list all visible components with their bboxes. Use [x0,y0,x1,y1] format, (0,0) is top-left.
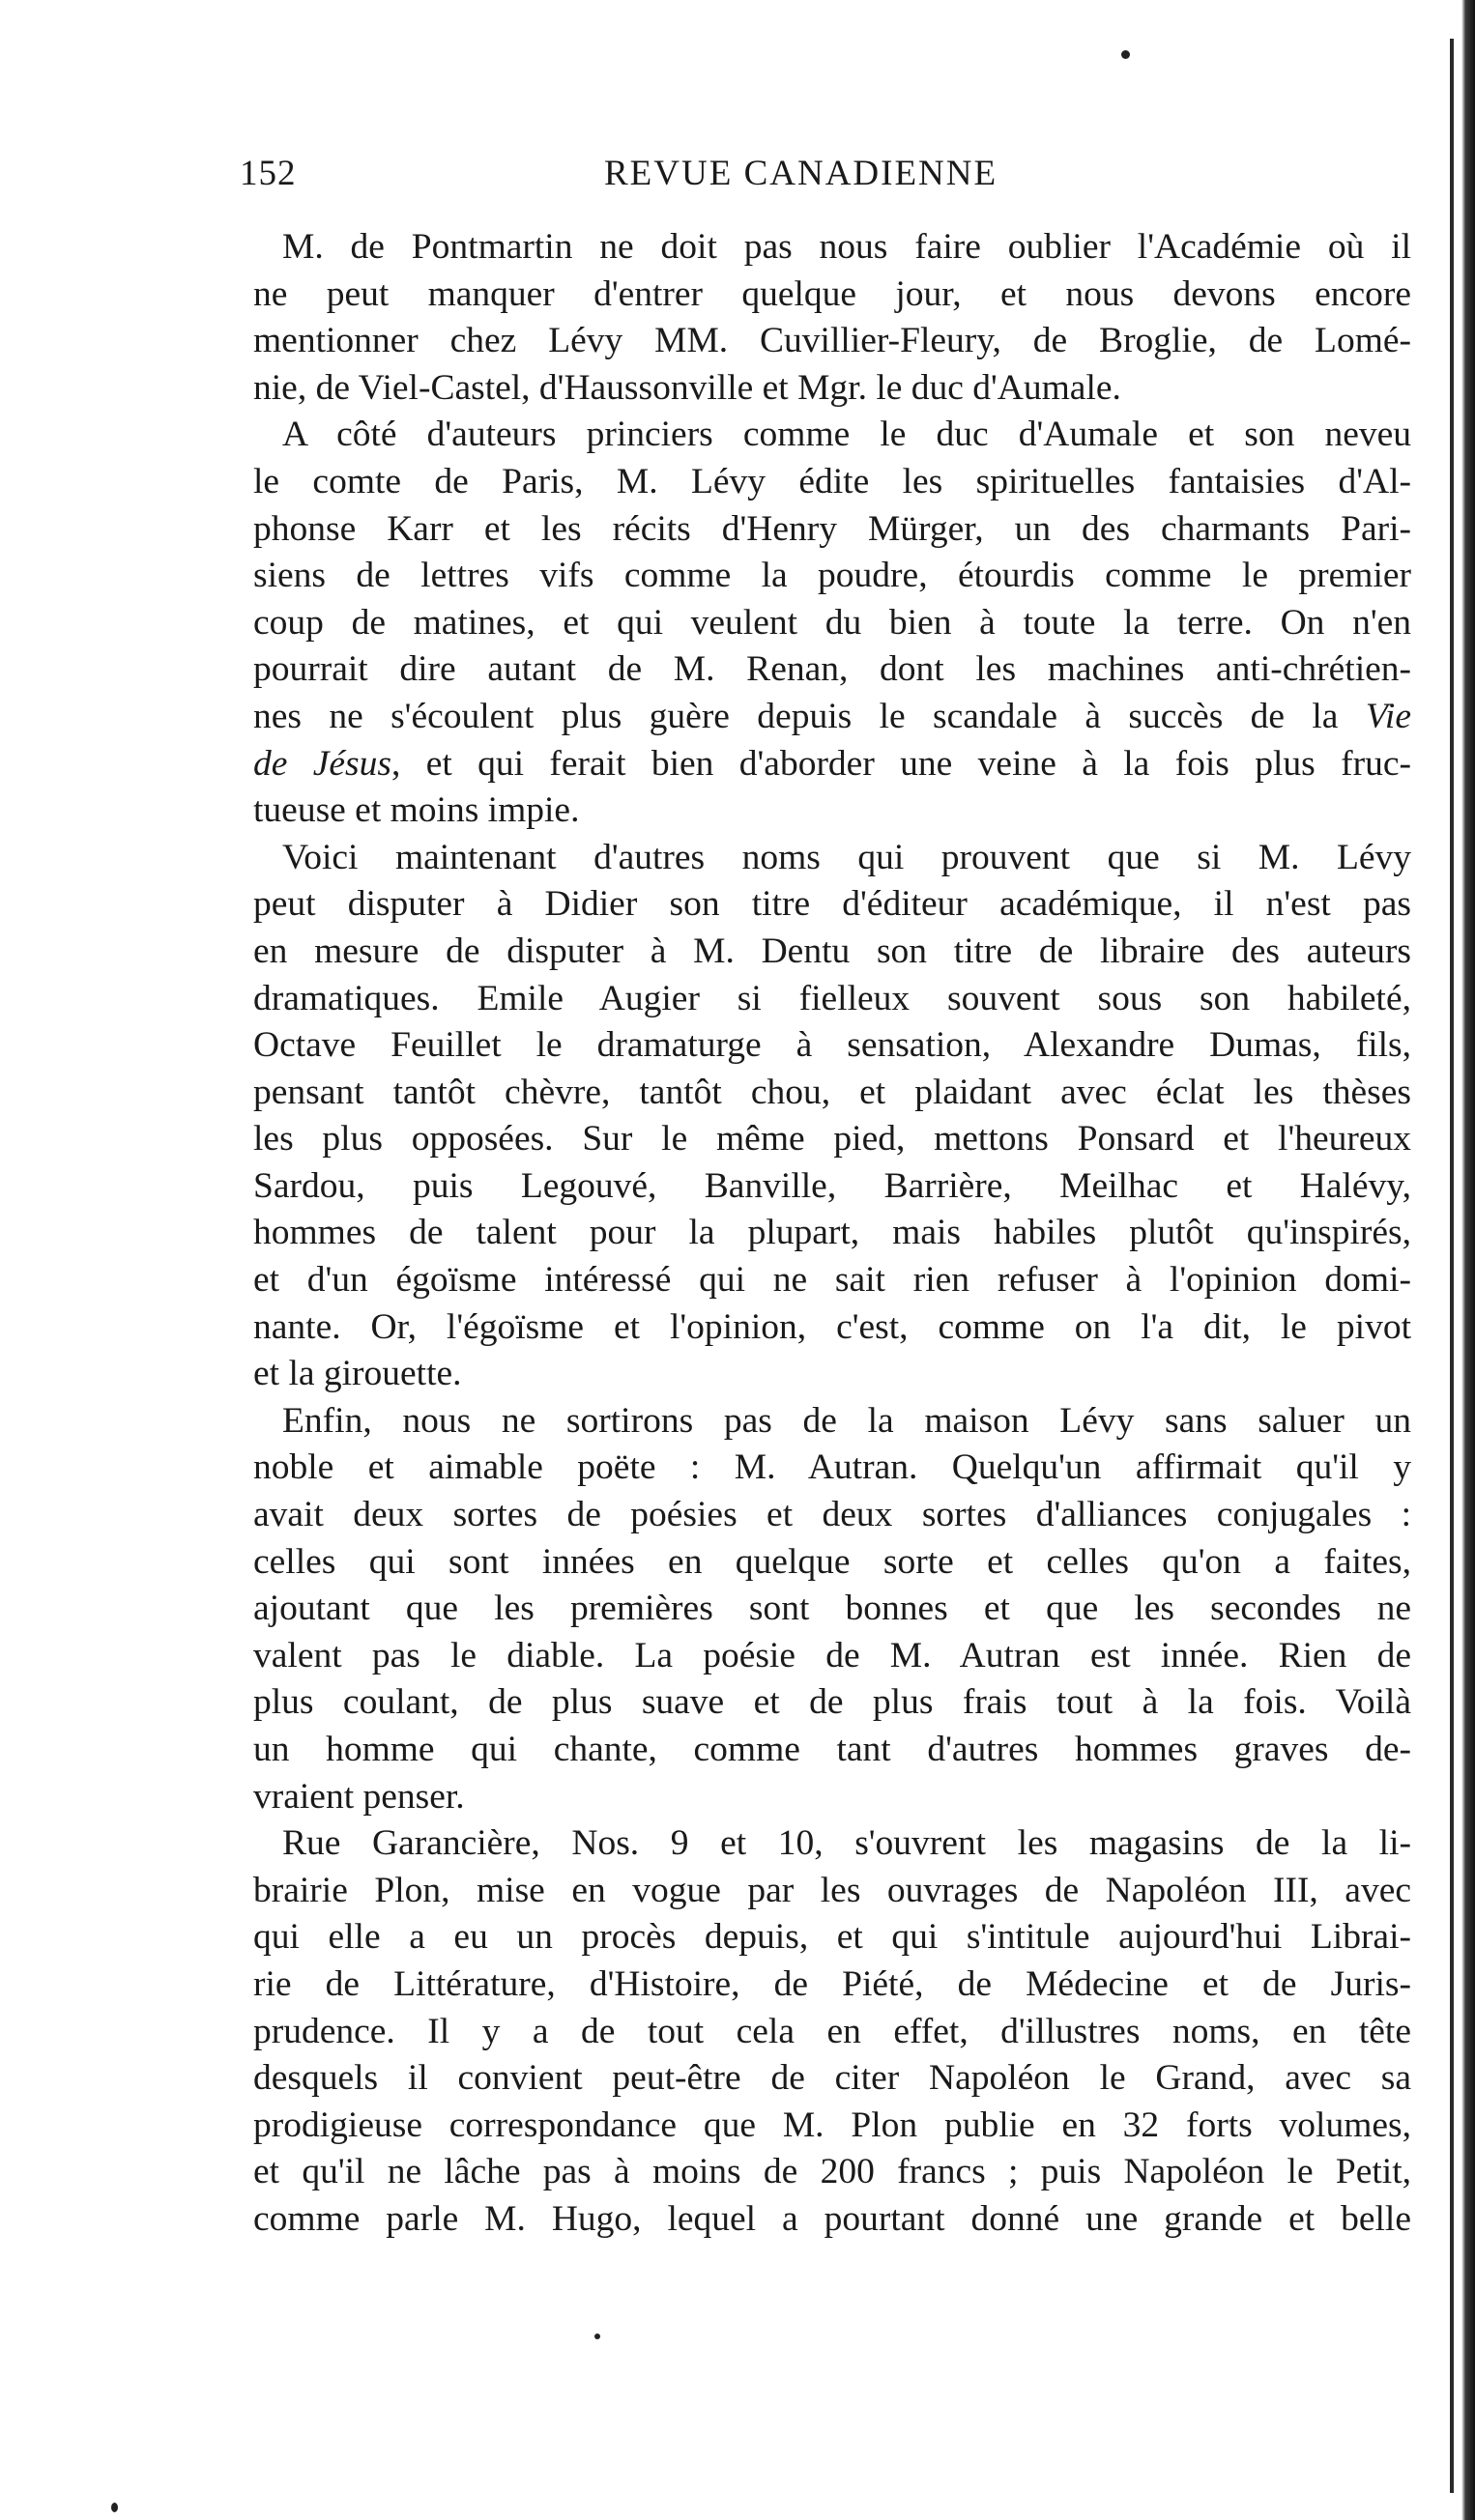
italic-title: Vie [1365,696,1411,736]
text-line: tueuse et moins impie. [253,790,580,831]
text-line: celles qui sont innées en quelque sorte et celles qu'on a faites, [253,1541,1411,1582]
text-line: phonse Karr et les récits d'Henry Mürger, un des charmants Pari- [253,508,1411,549]
text-line: peut disputer à Didier son titre d'éditeur académique, il n'est pas [253,884,1411,925]
text-line: vraient penser. [253,1776,465,1817]
text-line: avait deux sortes de poésies et deux sortes d'alliances conjugales : [253,1495,1411,1535]
text-run: , et qui ferait bien d'aborder une veine à la fois plus fruc- [390,743,1411,784]
text-line [253,741,1411,788]
text-line: prudence. Il y a de tout cela en effet, d'illustres noms, en tête [253,2011,1411,2051]
text-line: Rue Garancière, Nos. 9 et 10, s'ouvrent les magasins de la li- [282,1823,1411,1864]
text-line: et la girouette. [253,1354,462,1394]
scan-speck [1121,50,1130,59]
text-run: nes ne s'écoulent plus guère depuis le scandale à succès de la [253,696,1366,736]
scan-edge-line [1450,39,1454,2493]
body-text [253,224,1411,2244]
text-line: Enfin, nous ne sortirons pas de la maison Lévy sans saluer un [282,1400,1411,1441]
text-line: M. de Pontmartin ne doit pas nous faire oublier l'Académie où il [282,227,1411,267]
text-line: pourrait dire autant de M. Renan, dont les machines anti-chrétien- [253,649,1411,690]
text-line: les plus opposées. Sur le même pied, mettons Ponsard et l'heureux [253,1119,1411,1160]
text-line: un homme qui chante, comme tant d'autres hommes graves de- [253,1730,1411,1769]
text-line: en mesure de disputer à M. Dentu son titre de libraire des auteurs [253,931,1411,971]
text-line: noble et aimable poëte : M. Autran. Quelqu'un affirmait qu'il y [253,1447,1411,1488]
running-head: REVUE CANADIENNE [604,154,998,193]
text-line: et d'un égoïsme intéressé qui ne sait rien refuser à l'opinion domi- [253,1260,1411,1301]
text-line [253,694,1411,741]
text-line: hommes de talent pour la plupart, mais habiles plutôt qu'inspirés, [253,1213,1411,1253]
text-line: brairie Plon, mise en vogue par les ouvrages de Napoléon III, avec [253,1870,1411,1910]
text-line: prodigieuse correspondance que M. Plon publie en 32 forts volumes, [253,2105,1411,2145]
text-line: le comte de Paris, M. Lévy édite les spirituelles fantaisies d'Al- [253,461,1411,501]
text-line: coup de matines, et qui veulent du bien à toute la terre. On n'en [253,602,1411,643]
text-line: comme parle M. Hugo, lequel a pourtant donné une grande et belle [253,2198,1411,2239]
text-line: plus coulant, de plus suave et de plus frais tout à la fois. Voilà [253,1682,1411,1723]
text-line: ajoutant que les premières sont bonnes et que les secondes ne [253,1589,1411,1629]
text-line: valent pas le diable. La poésie de M. Autran est innée. Rien de [253,1635,1411,1675]
text-line: mentionner chez Lévy MM. Cuvillier-Fleury, de Broglie, de Lomé- [253,321,1411,361]
text-line: A côté d'auteurs princiers comme le duc d'Aumale et son neveu [282,415,1411,455]
page-number: 152 [240,154,297,193]
text-line: pensant tantôt chèvre, tantôt chou, et plaidant avec éclat les thèses [253,1072,1411,1112]
text-line: et qu'il ne lâche pas à moins de 200 francs ; puis Napoléon le Petit, [253,2152,1411,2192]
text-line: qui elle a eu un procès depuis, et qui s'intitule aujourd'hui Librai- [253,1917,1411,1958]
text-line: Sardou, puis Legouvé, Banville, Barrière, Meilhac et Halévy, [253,1165,1411,1206]
text-line: dramatiques. Emile Augier si fielleux souvent sous son habileté, [253,978,1411,1018]
scan-speck [111,2503,118,2512]
text-line: Voici maintenant d'autres noms qui prouvent que si M. Lévy [282,837,1411,877]
text-line: nante. Or, l'égoïsme et l'opinion, c'est, comme on l'a dit, le pivot [253,1306,1411,1347]
scan-speck [594,2334,600,2339]
text-line: rie de Littérature, d'Histoire, de Piété, de Médecine et de Juris- [253,1963,1411,2004]
scan-edge-shadow [1461,0,1475,2520]
text-line: desquels il convient peut-être de citer Napoléon le Grand, avec sa [253,2058,1411,2099]
text-line: siens de lettres vifs comme la poudre, étourdis comme le premier [253,556,1411,596]
text-line: ne peut manquer d'entrer quelque jour, et nous devons encore [253,273,1411,314]
italic-title: de Jésus [253,743,391,784]
text-line: Octave Feuillet le dramaturge à sensation, Alexandre Dumas, fils, [253,1025,1411,1066]
text-line: nie, de Viel-Castel, d'Haussonville et Mgr. le duc d'Aumale. [253,367,1121,408]
